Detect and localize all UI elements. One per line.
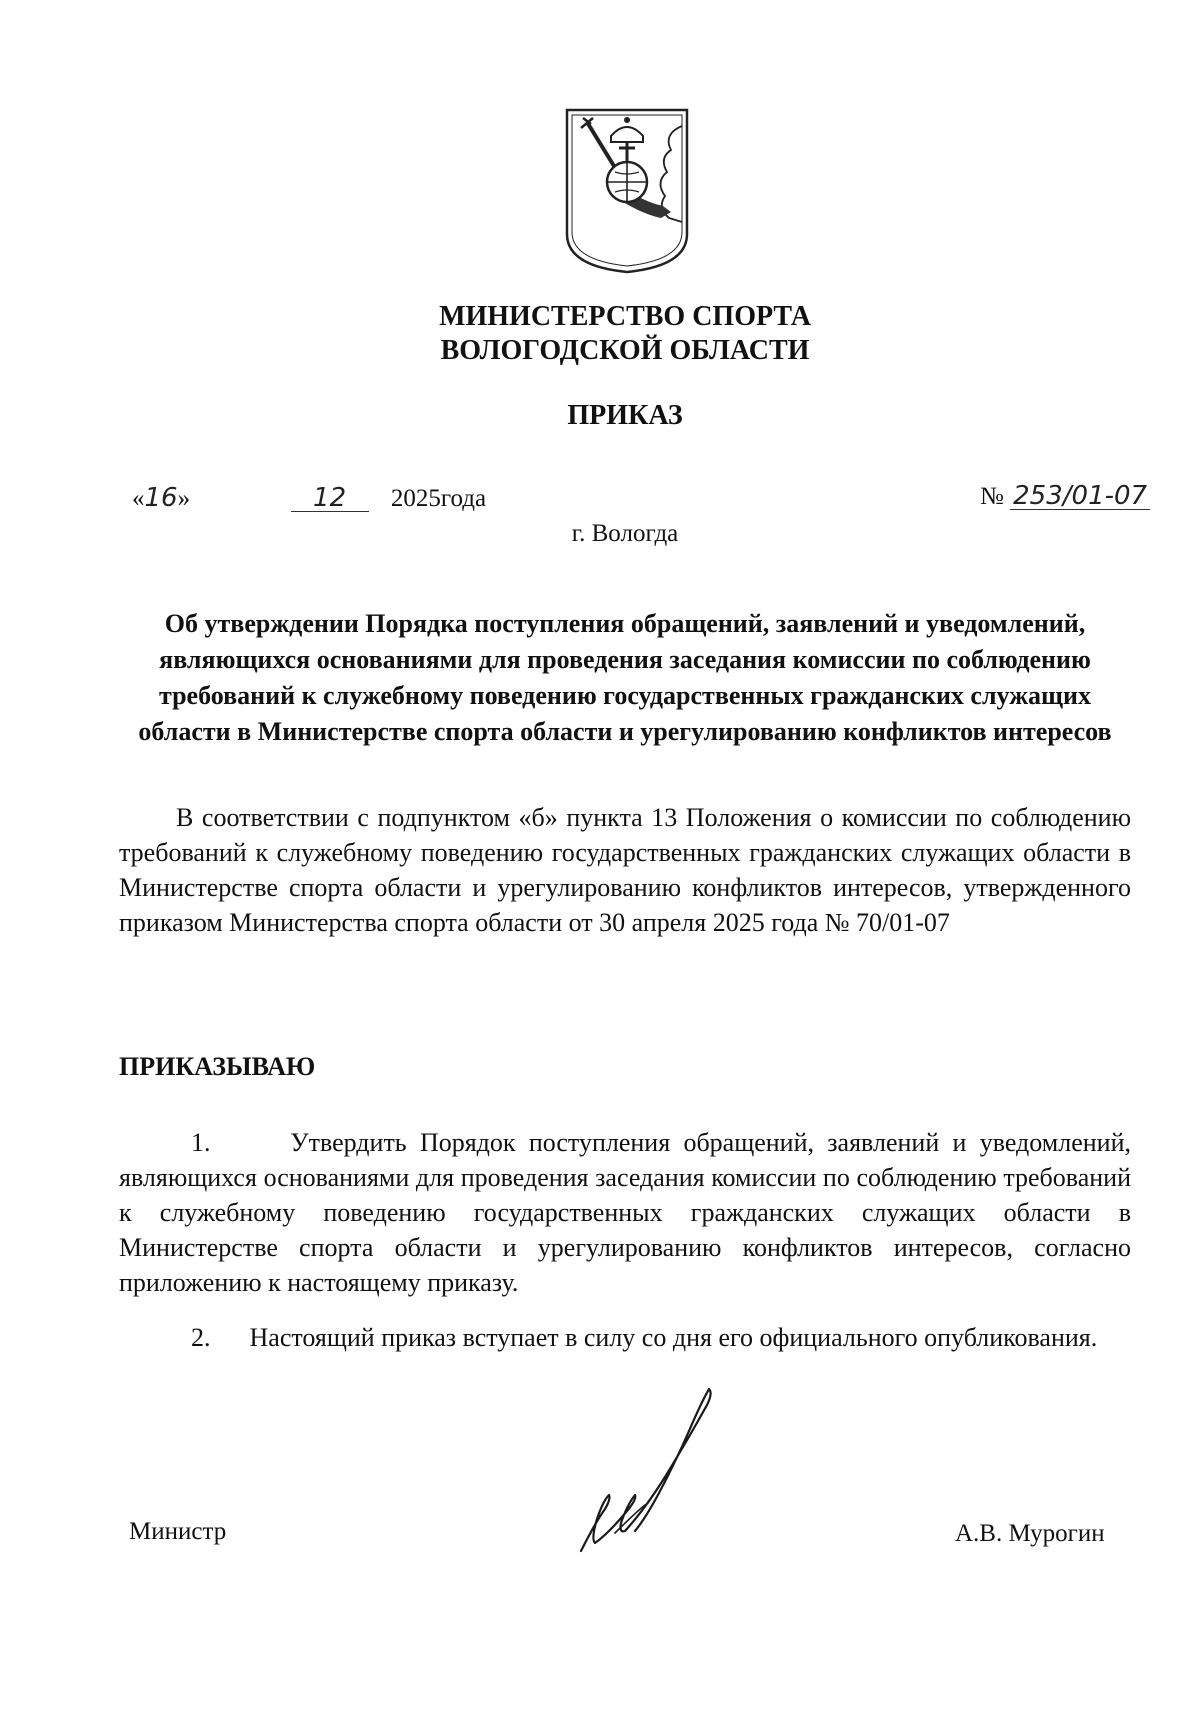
order-word: ПРИКАЗЫВАЮ xyxy=(119,1052,316,1081)
signer-position: Министр xyxy=(129,1518,227,1545)
org-line-1: МИНИСТЕРСТВО СПОРТА xyxy=(439,301,811,332)
day-value: 16 xyxy=(144,483,178,513)
city: г. Вологда xyxy=(571,520,679,547)
item-number: 1. xyxy=(191,1128,211,1157)
preamble: В соответствии с подпунктом «б» пункта 13 Положения о комиссии по соблюдению требований к служебному поведению государственных гражданских служащих области в Министерстве спорта области и урегулированию конфликтов интересов, утвержденного приказом Министерства спорта области от 30 апреля 2025 года № 70/01-07 xyxy=(119,803,1131,937)
item-text: Настоящий приказ вступает в силу со дня его официального опубликования. xyxy=(249,1323,1098,1352)
quote-open: « xyxy=(132,485,145,512)
coat-of-arms-emblem xyxy=(563,106,691,276)
month-value: 12 xyxy=(291,485,369,512)
item-number: 2. xyxy=(191,1323,211,1352)
list-item xyxy=(119,1125,1131,1300)
document-title: Об утверждении Порядка поступления обращений, заявлений и уведомлений, являющихся основаниями для проведения заседания комиссии по соблюдению требований к служебному поведению государственных гражданских служащих области в Министерстве спорта области и урегулированию конфликтов интересов xyxy=(138,609,1112,746)
signer-name: А.В. Мурогин xyxy=(955,1520,1105,1547)
org-line-2: ВОЛОГОДСКОЙ ОБЛАСТИ xyxy=(440,335,810,366)
organization-name xyxy=(0,300,1200,368)
list-item xyxy=(119,1320,1131,1355)
number-label: № xyxy=(980,483,1004,510)
item-text: Утвердить Порядок поступления обращений, заявлений и уведомлений, являющихся основаниями для проведения заседания комиссии по соблюдению требований к служебному поведению государственных гражданских служащих области в Министерстве спорта области и урегулированию конфликтов интересов, согласно приложению к настоящему приказу. xyxy=(119,1128,1131,1297)
handwritten-signature xyxy=(575,1383,735,1563)
quote-close: » xyxy=(177,485,191,512)
year-text: 2025 xyxy=(390,485,441,512)
document-number xyxy=(980,483,1150,511)
number-value: 253/01-07 xyxy=(1010,483,1150,510)
date-line xyxy=(132,483,486,513)
year-suffix: года xyxy=(440,485,487,512)
document-type: ПРИКАЗ xyxy=(567,400,683,431)
